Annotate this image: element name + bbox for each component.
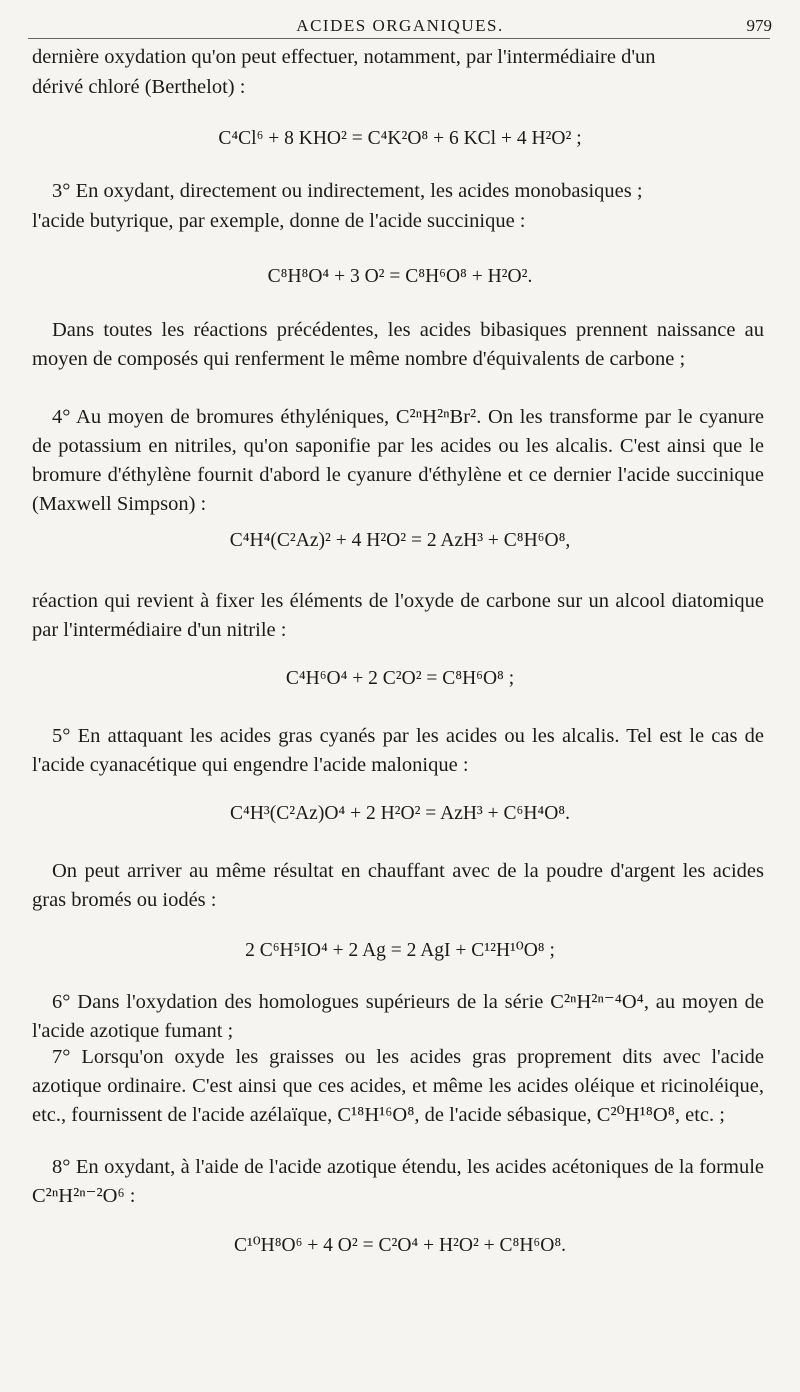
paragraph: On peut arriver au même résultat en chauffant avec de la poudre d'argent les acides gras bromés ou iodés : bbox=[32, 860, 764, 911]
header-rule bbox=[28, 38, 770, 39]
formula: C¹⁰H⁸O⁶ + 4 O² = C²O⁴ + H²O² + C⁸H⁶O⁸. bbox=[233, 1235, 566, 1256]
paragraph: 8° En oxydant, à l'aide de l'acide azotique étendu, les acides acétoniques de la formule C²ⁿH²ⁿ⁻²O⁶ : bbox=[32, 1156, 764, 1207]
formula: C⁸H⁸O⁴ + 3 O² = C⁸H⁶O⁸ + H²O². bbox=[267, 266, 533, 287]
paragraph-line: l'acide butyrique, par exemple, donne de l'acide succinique : bbox=[32, 210, 526, 232]
paragraph-line: dernière oxydation qu'on peut effectuer, notamment, par l'intermédiaire d'un bbox=[32, 46, 656, 68]
page-number: 979 bbox=[746, 16, 772, 35]
formula: C⁴H³(C²Az)O⁴ + 2 H²O² = AzH³ + C⁶H⁴O⁸. bbox=[230, 803, 570, 824]
paragraph: 6° Dans l'oxydation des homologues supérieurs de la série C²ⁿH²ⁿ⁻⁴O⁴, au moyen de l'acide azotique fumant ; bbox=[32, 991, 764, 1042]
paragraph: 5° En attaquant les acides gras cyanés par les acides ou les alcalis. Tel est le cas de l'acide cyanacétique qui engendre l'acide malonique : bbox=[32, 725, 764, 776]
paragraph: 7° Lorsqu'on oxyde les graisses ou les acides gras proprement dits avec l'acide azotique ordinaire. C'est ainsi que ces acides, et même les acides oléique et ricinoléique, etc., fournissent de l'acide azélaïque, C¹⁸H¹⁶O⁸, de l'acide sébasique, C²⁰H¹⁸O⁸, etc. ; bbox=[32, 1046, 764, 1126]
formula: C⁴H⁴(C²Az)² + 4 H²O² = 2 AzH³ + C⁸H⁶O⁸, bbox=[229, 530, 571, 551]
paragraph-line: dérivé chloré (Berthelot) : bbox=[32, 76, 246, 98]
formula: C⁴Cl⁶ + 8 KHO² = C⁴K²O⁸ + 6 KCl + 4 H²O² ; bbox=[218, 128, 582, 149]
paragraph: réaction qui revient à fixer les éléments de l'oxyde de carbone sur un alcool diatomique par l'intermédiaire d'un nitrile : bbox=[32, 590, 764, 641]
paragraph-line bbox=[52, 180, 764, 203]
paragraph: 4° Au moyen de bromures éthyléniques, C²ⁿH²ⁿBr². On les transforme par le cyanure de potassium en nitriles, qu'on saponifie par les acides ou les alcalis. C'est ainsi que le bromure d'éthylène fournit d'abord le cyanure d'éthylène et ce dernier l'acide succinique (Maxwell Simpson) : bbox=[32, 406, 764, 515]
page-header bbox=[0, 12, 800, 38]
paragraph-line-text: 3° En oxydant, directement ou indirectement, les acides monobasiques ; bbox=[52, 180, 643, 202]
paragraph: Dans toutes les réactions précédentes, les acides bibasiques prennent naissance au moyen de composés qui renferment le même nombre d'équivalents de carbone ; bbox=[32, 319, 764, 370]
formula: 2 C⁶H⁵IO⁴ + 2 Ag = 2 AgI + C¹²H¹⁰O⁸ ; bbox=[245, 940, 555, 961]
formula: C⁴H⁶O⁴ + 2 C²O² = C⁸H⁶O⁸ ; bbox=[285, 668, 515, 689]
running-title: ACIDES ORGANIQUES. bbox=[296, 16, 504, 35]
